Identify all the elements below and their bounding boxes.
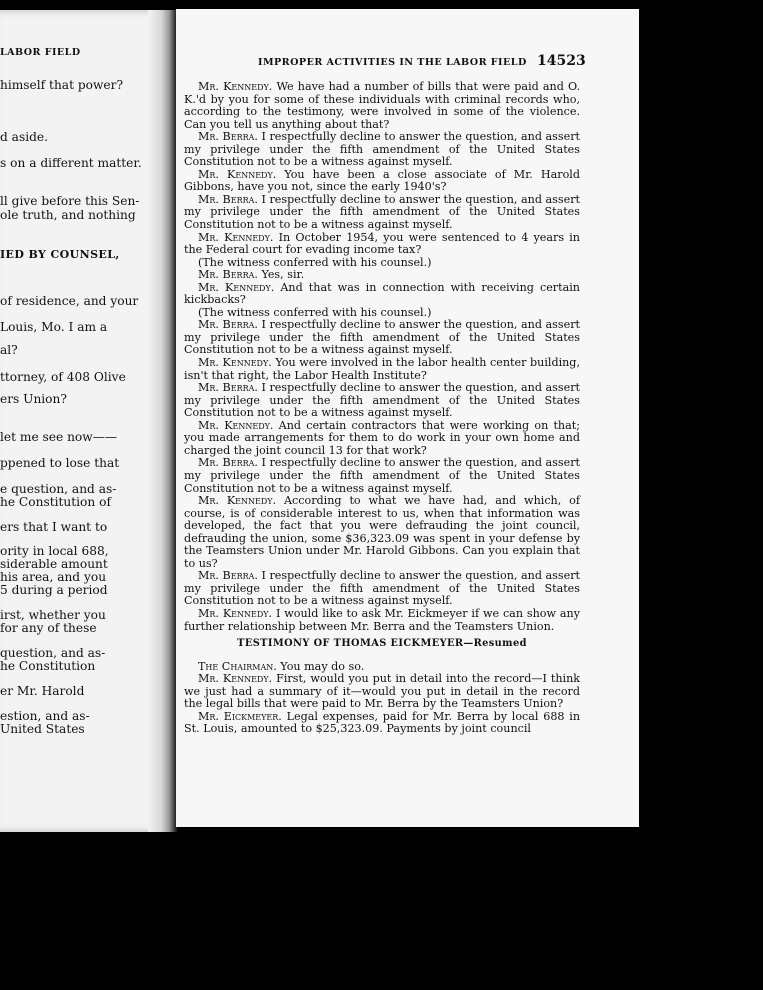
testimony-paragraphs-after [184,661,580,736]
statement-text: I respectfully decline to answer the question, and assert my privilege under the fifth amendment of the United States Constitution not to be a witness against myself. [184,130,581,169]
left-fragment: question, and as- [0,646,106,660]
page-number: 14523 [537,53,586,69]
testimony-paragraph [184,319,580,357]
testimony-paragraph [184,608,580,633]
testimony-paragraph [184,169,580,194]
speaker-name: Mr. Kennedy. [198,494,277,508]
left-fragment: ers that I want to [0,520,108,534]
testimony-paragraph [184,495,580,570]
left-fragment: ority in local 688, [0,544,109,558]
section-heading: TESTIMONY OF THOMAS EICKMEYER—Resumed [237,638,527,650]
speaker-name: Mr. Kennedy. [198,167,277,181]
left-fragment: ppened to lose that [0,456,120,470]
left-fragment: ll give before this Sen- [0,194,140,208]
left-fragment: himself that power? [0,78,123,92]
left-fragment: his area, and you [0,570,107,584]
statement-text: Yes, sir. [257,268,305,282]
statement-text: And that was in connection with receiving certain kickbacks? [184,280,580,307]
speaker-name: Mr. Berra. [198,268,258,282]
left-fragment: e question, and as- [0,482,117,496]
testimony-paragraph [184,420,580,458]
statement-text: We have had a number of bills that were paid and O. K.'d by you for some of these individuals with criminal records who, according to the testimony, were involved in some of the violence. Can you tell us anything about that? [184,80,580,131]
speaker-name: Mr. Berra. [198,381,258,395]
statement-text: I respectfully decline to answer the question, and assert my privilege under the fifth amendment of the United States Constitution not to be a witness against myself. [184,569,581,608]
testimony-paragraph [184,570,580,608]
statement-text: Legal expenses, paid for Mr. Berra by local 688 in St. Louis, amounted to $25,323.09. Payments by joint council [184,709,580,736]
statement-text: I would like to ask Mr. Eickmeyer if we can show any further relationship between Mr. Berra and the Teamsters Union. [184,606,580,633]
left-fragment: siderable amount [0,557,108,571]
speaker-name: Mr. Berra. [198,130,258,144]
testimony-paragraph [184,711,580,736]
left-facing-page [0,10,166,832]
testimony-paragraph [184,194,580,232]
left-fragment: d aside. [0,130,48,144]
running-head: IMPROPER ACTIVITIES IN THE LABOR FIELD [258,57,527,68]
speaker-name: Mr. Berra. [198,456,258,470]
speaker-name: Mr. Kennedy. [198,356,272,370]
left-fragment: er Mr. Harold [0,684,85,698]
testimony-paragraph [184,673,580,711]
speaker-name: Mr. Kennedy. [198,80,273,93]
left-fragment: he Constitution of [0,495,111,509]
left-page-header: LABOR FIELD [0,47,81,58]
statement-text: I respectfully decline to answer the question, and assert my privilege under the fifth amendment of the United States Constitution not to be a witness against myself. [184,192,581,232]
left-fragment: al? [0,343,18,357]
left-fragment: he Constitution [0,659,96,673]
speaker-name: Mr. Eickmeyer. [198,709,282,723]
left-fragment: let me see now—— [0,430,118,444]
main-page [176,9,639,827]
speaker-name: Mr. Berra. [198,192,258,206]
statement-text: You were involved in the labor health center building, isn't that right, the Labor Health Institute? [184,356,580,382]
testimony-paragraph [184,357,580,382]
statement-text: In October 1954, you were sentenced to 4 years in the Federal court for evading income tax? [184,230,580,257]
left-fragment: United States [0,722,85,736]
testimony-paragraph [184,282,580,307]
left-fragment: ttorney, of 408 Olive [0,370,126,384]
speaker-name: Mr. Kennedy. [198,418,274,432]
testimony-paragraph [184,131,580,169]
page-body [184,81,580,736]
statement-text: I respectfully decline to answer the question, and assert my privilege under the fifth amendment of the United States Constitution not to be a witness against myself. [184,456,581,495]
speaker-name: Mr. Berra. [198,318,258,332]
book-gutter-shadow [148,10,178,832]
left-fragment: irst, whether you [0,608,106,622]
statement-text: (The witness conferred with his counsel.) [198,255,432,269]
statement-text: I respectfully decline to answer the question, and assert my privilege under the fifth amendment of the United States Constitution not to be a witness against myself. [184,318,581,357]
left-fragment: for any of these [0,621,97,635]
speaker-name: Mr. Kennedy. [198,672,273,686]
statement-text: You have been a close associate of Mr. Harold Gibbons, have you not, since the early 1940's? [184,167,580,194]
statement-text: (The witness conferred with his counsel.) [198,305,432,319]
testimony-paragraph [184,81,580,131]
statement-text: And certain contractors that were working on that; you made arrangements for them to do work in your own home and charged the joint council 13 for that work? [184,418,580,457]
left-fragment: ers Union? [0,392,67,406]
left-fragment: s on a different matter. [0,156,142,170]
left-fragment: estion, and as- [0,709,90,723]
speaker-name: Mr. Kennedy. [198,230,274,244]
speaker-name: Mr. Berra. [198,569,258,583]
testimony-paragraph [184,382,580,420]
left-fragment: IED BY COUNSEL, [0,248,120,261]
left-fragment: ole truth, and nothing [0,208,136,222]
statement-text: You may do so. [276,659,365,673]
left-fragment: Louis, Mo. I am a [0,320,108,334]
speaker-name: Mr. Kennedy. [198,606,273,620]
left-fragment: 5 during a period [0,583,108,597]
speaker-name: Mr. Kennedy. [198,280,275,294]
speaker-name: The Chairman. [198,659,277,673]
statement-text: According to what we have had, and which, of course, is of considerable interest to us, when that information was developed, the fact that you were defrauding the joint council, defrauding the union, some $36,323.09 was spent in your defense by the Teamsters Union under Mr. Harold Gibbons. Can you explain that to us? [184,494,580,570]
testimony-paragraph [184,457,580,495]
testimony-paragraphs [184,81,580,633]
statement-text: I respectfully decline to answer the question, and assert my privilege under the fifth amendment of the United States Constitution not to be a witness against myself. [184,381,581,420]
statement-text: First, would you put in detail into the record—I think we just had a summary of it—would you put in detail in the record the legal bills that were paid to Mr. Berra by the Teamsters Union? [184,672,580,711]
testimony-paragraph [184,232,580,257]
left-fragment: of residence, and your [0,294,139,308]
